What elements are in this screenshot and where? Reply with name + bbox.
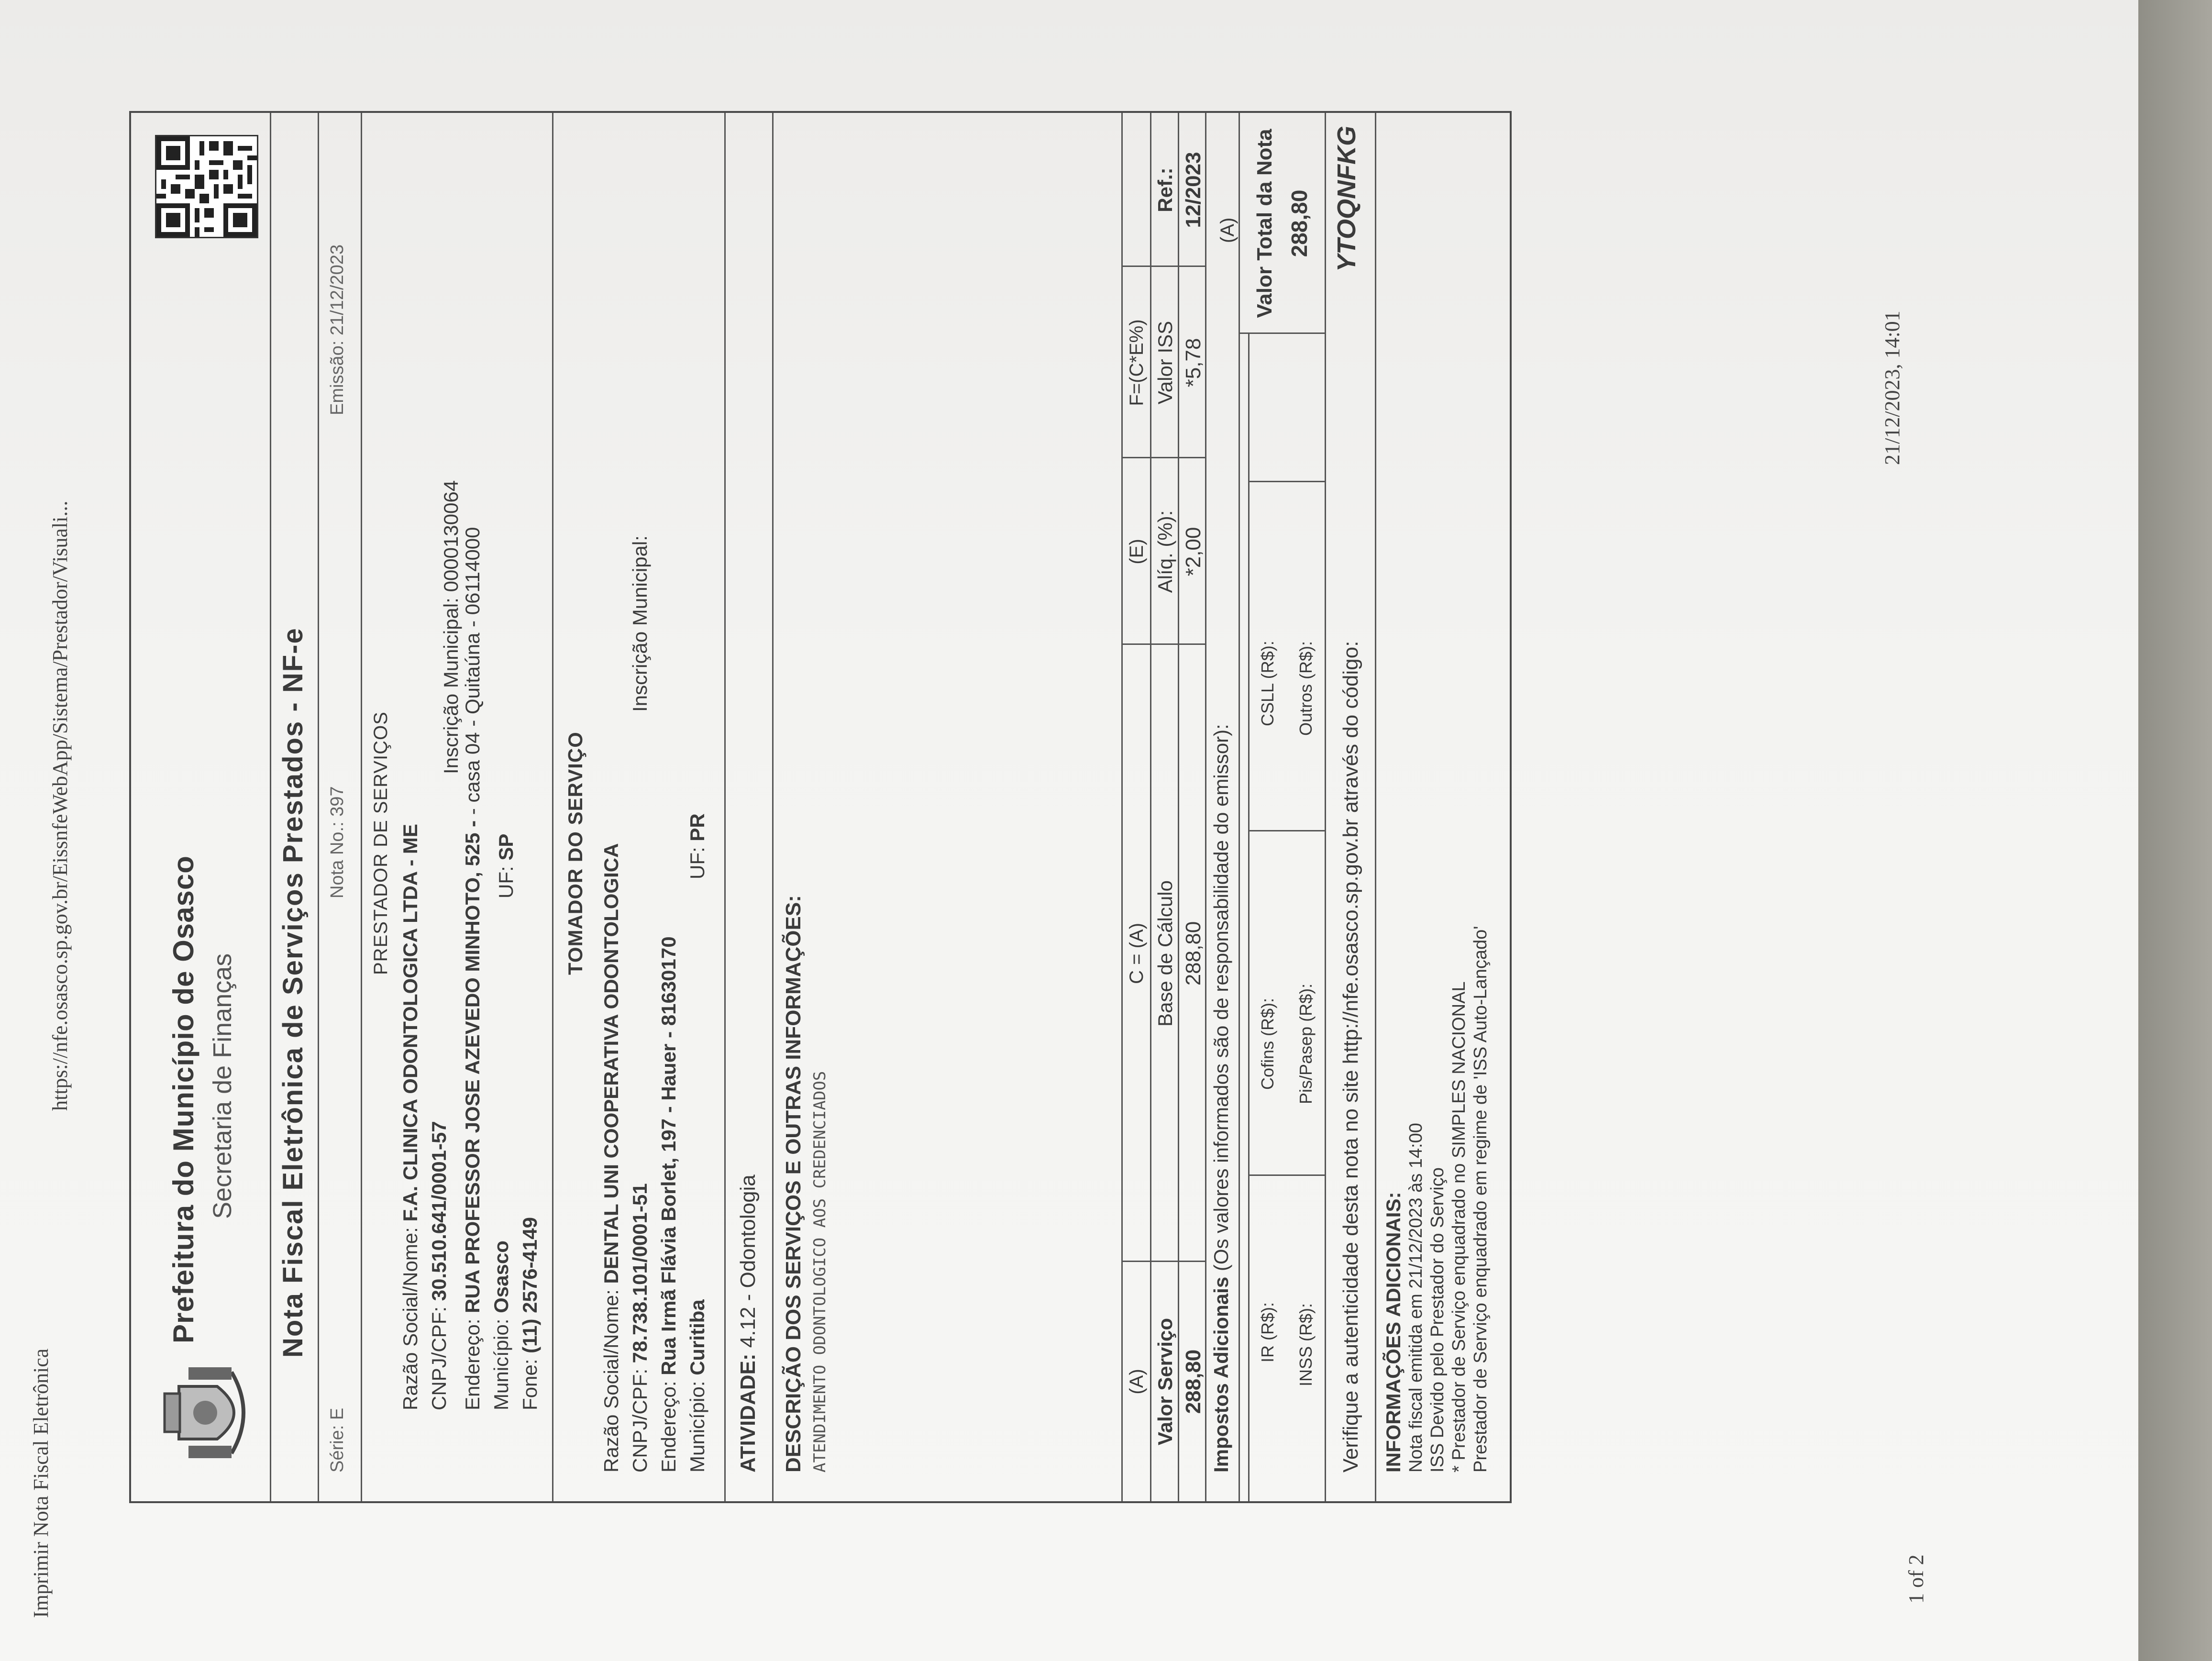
ir-label: IR (R$): [1258,1302,1277,1362]
valor-total-value: 288,80 [1287,189,1312,257]
nota-label: Nota No.: [327,821,347,898]
outros-label: Outros (R$): [1296,641,1316,736]
col-c-header: C = (A) [1126,923,1147,984]
impostos-note: (Os valores informados são de responsabilidade do emissor): [1210,724,1232,1272]
verificacao-text: Verifique a autenticidade desta nota no site http://nfe.osasco.sp.gov.br através do código: [1339,641,1362,1473]
impostos-col-a: (A) [1217,217,1238,243]
aliquota-label: Alíq. (%): [1154,510,1176,593]
cofins-label: Cofins (R$): [1258,997,1277,1090]
prestador-municipio-label: Município: [490,1318,512,1410]
info-line-1: Nota fiscal emitida em 21/12/2023 às 14:00 [1406,1123,1426,1473]
tomador-uf-label: UF: [686,847,708,879]
prestador-endereco-value: RUA PROFESSOR JOSE AZEVEDO MINHOTO, 525 - [461,820,484,1313]
print-page-count: 1 of 2 [1904,1554,1928,1604]
atividade-value: 4.12 - Odontologia [736,1174,760,1348]
prestador-cnpj [428,1121,451,1410]
tomador-municipio-value: Curitiba [686,1299,708,1375]
verificacao-code: YTOQNFKG [1332,125,1361,272]
valor-servico-label: Valor Serviço [1154,1318,1176,1446]
tomador-endereco-label: Endereço: [657,1381,680,1473]
nota-number-field [327,786,348,899]
impostos-heading [1210,724,1233,1473]
department-name: Secretaria de Finanças [208,953,237,1219]
print-url: https://nfe.osasco.sp.gov.br/EissnfeWebApp/Sistema/Prestador/Visuali... [48,500,72,1111]
base-calculo-value: 288,80 [1182,921,1205,986]
tomador-endereco-value: Rua Irmã Flávia Borlet, 197 - Hauer - 81630170 [657,936,680,1375]
info-line-3: * Prestador de Serviço enquadrado no SIMPLES NACIONAL [1449,981,1469,1473]
valor-total-label: Valor Total da Nota [1253,129,1276,318]
emissao-value: 21/12/2023 [327,244,347,336]
atividade-field [736,1174,760,1473]
prestador-fone-label: Fone: [519,1359,541,1410]
atividade-label: ATIVIDADE: [736,1353,760,1473]
print-page-title: Imprimir Nota Fiscal Eletrônica [29,1348,53,1618]
prestador-razao [399,824,422,1410]
prestador-razao-label: Razão Social/Nome: [399,1227,421,1410]
prestador-endereco [461,527,484,1410]
document-title: Nota Fiscal Eletrônica de Serviços Prestados - NF-e [277,627,309,1358]
csll-label: CSLL (R$): [1258,641,1277,726]
valor-iss-label: Valor ISS [1154,321,1176,405]
aliquota-value: *2,00 [1182,527,1205,576]
emissao-field [327,244,348,415]
tomador-heading: TOMADOR DO SERVIÇO [564,731,586,975]
info-heading: INFORMAÇÕES ADICIONAIS: [1382,1192,1405,1473]
prestador-municipio [490,1240,513,1410]
prestador-uf-label: UF: [495,866,517,898]
tomador-razao [600,843,623,1473]
valor-iss-value: *5,78 [1182,338,1205,388]
valor-servico-value: 288,80 [1182,1349,1205,1414]
nfe-document [129,111,1512,1503]
serie-field [327,1408,348,1473]
tomador-municipio-label: Município: [686,1381,708,1473]
serie-value: E [327,1407,347,1420]
prestador-cnpj-value: 30.510.641/0001-57 [428,1121,450,1301]
descricao-heading: DESCRIÇÃO DOS SERVIÇOS E OUTRAS INFORMAÇÕES: [782,895,805,1473]
tomador-uf-value: PR [686,813,708,842]
prestador-im-value: 0000130064 [440,480,462,592]
inss-label: INSS (R$): [1296,1303,1316,1386]
serie-label: Série: [327,1425,347,1473]
tomador-razao-label: Razão Social/Nome: [600,1289,622,1473]
tomador-municipio [686,1299,709,1473]
col-f-header: F=(C*E%) [1126,319,1147,406]
print-timestamp: 21/12/2023, 14:01 [1880,310,1904,465]
prestador-heading: PRESTADOR DE SERVIÇOS [370,711,391,975]
info-line-2: ISS Devido pelo Prestador do Serviço [1427,1167,1448,1473]
impostos-title: Impostos Adicionais [1210,1276,1232,1473]
prestador-uf-value: SP [495,833,517,861]
desk-edge [2126,0,2212,1661]
pis-pasep-label: Pis/Pasep (R$): [1296,983,1316,1104]
ref-label: Ref.: [1154,167,1176,212]
prestador-im-label: Inscrição Municipal: [440,598,462,774]
col-e-header: (E) [1126,539,1147,565]
coat-of-arms-logo [160,1367,255,1458]
tomador-inscricao-label: Inscrição Municipal: [629,535,651,712]
municipality-name: Prefeitura do Município de Osasco [167,855,199,1343]
nota-value: 397 [327,786,347,817]
tomador-razao-value: DENTAL UNI COOPERATIVA ODONTOLOGICA [600,843,622,1284]
info-line-4: Prestador de Serviço enquadrado em regime de 'ISS Auto-Lançado' [1471,926,1491,1473]
prestador-fone [519,1217,542,1410]
qr-code [155,135,258,238]
prestador-inscricao [440,480,463,774]
prestador-endereco-extra: - casa 04 - Quitaúna - 06114000 [461,527,484,815]
descricao-text: ATENDIMENTO ODONTOLOGICO AOS CREDENCIADOS [810,1071,830,1473]
prestador-endereco-label: Endereço: [461,1318,484,1410]
tomador-cnpj [629,1183,652,1473]
tomador-cnpj-value: 78.738.101/0001-51 [629,1183,651,1363]
prestador-cnpj-label: CNPJ/CPF: [428,1306,450,1410]
tomador-cnpj-label: CNPJ/CPF: [629,1368,651,1473]
ref-value: 12/2023 [1182,152,1205,228]
tomador-uf [686,813,709,879]
prestador-razao-value: F.A. CLINICA ODONTOLOGICA LTDA - ME [399,824,421,1222]
tomador-endereco [657,936,680,1473]
prestador-fone-value: (11) 2576-4149 [519,1217,541,1353]
base-calculo-label: Base de Cálculo [1154,880,1176,1027]
emissao-label: Emissão: [327,340,347,415]
col-a-header: (A) [1126,1369,1147,1395]
prestador-municipio-value: Osasco [490,1240,512,1313]
prestador-uf [495,834,518,898]
